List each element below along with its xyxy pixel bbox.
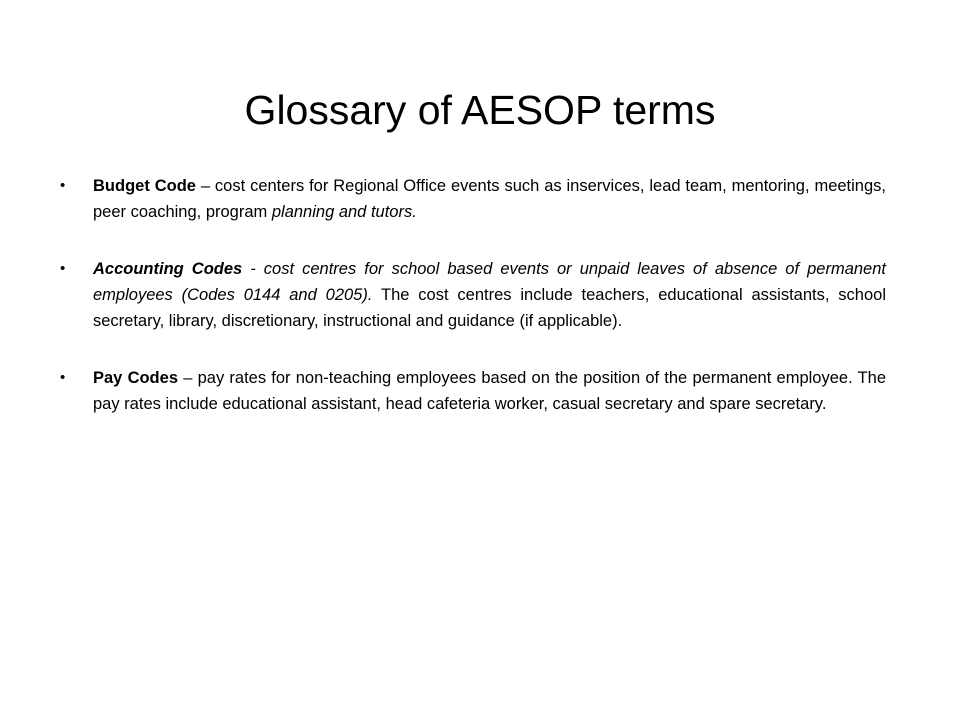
glossary-item-accounting-codes bbox=[60, 256, 886, 334]
glossary-definition: – cost centers for Regional Office events such as inservices, lead team, mentoring, meetings, peer coaching, program bbox=[93, 177, 886, 221]
glossary-definition-italic: - cost centres for school based events or unpaid leaves of absence of permanent employees (Codes 0144 and 0205). bbox=[93, 260, 886, 304]
bullet-icon: • bbox=[60, 369, 66, 386]
glossary-definition: The cost centres include teachers, educational assistants, school secretary, library, discretionary, instructional and guidance (if applicable). bbox=[93, 286, 886, 330]
slide-title: Glossary of AESOP terms bbox=[244, 87, 716, 133]
glossary-term: Budget Code bbox=[93, 177, 196, 195]
glossary-list bbox=[60, 173, 886, 448]
bullet-icon: • bbox=[60, 260, 66, 277]
glossary-term: Accounting Codes bbox=[93, 260, 243, 278]
glossary-item-pay-codes bbox=[60, 365, 886, 417]
glossary-definition: – pay rates for non-teaching employees based on the position of the permanent employee. The pay rates include educational assistant, head cafeteria worker, casual secretary and spare secretary. bbox=[93, 369, 886, 413]
glossary-item-budget-code bbox=[60, 173, 886, 225]
bullet-icon: • bbox=[60, 177, 66, 194]
glossary-definition-italic: planning and tutors. bbox=[271, 203, 417, 221]
glossary-term: Pay Codes bbox=[93, 369, 178, 387]
